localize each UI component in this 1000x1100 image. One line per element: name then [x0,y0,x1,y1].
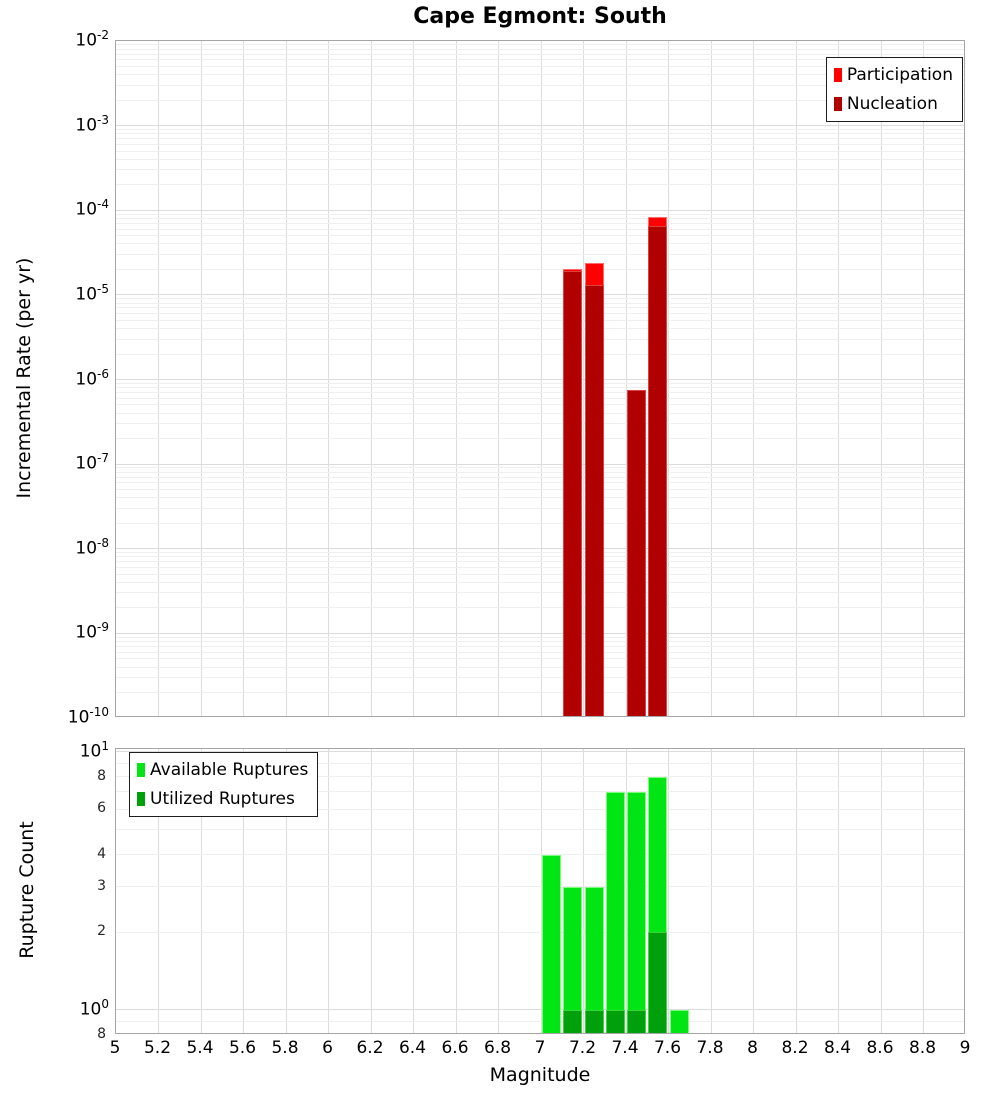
gridline-minor [116,223,965,224]
y-tick-minor-label: 4 [97,845,106,862]
x-tick-label: 7.2 [568,1038,597,1058]
gridline-minor [116,508,965,509]
legend-item-label: Utilized Ruptures [150,789,295,809]
gridline-minor [116,829,965,830]
x-tick-label: 8 [747,1038,758,1058]
gridline-minor [116,477,965,478]
legend-item [834,94,953,114]
x-tick-label: 5.6 [228,1038,257,1058]
x-tick-label: 8.8 [908,1038,937,1058]
gridline-major [116,379,965,380]
gridline-minor [116,646,965,647]
gridline-major [116,464,965,465]
count-legend [129,752,318,817]
bar-utilized-ruptures [563,1010,582,1034]
x-tick-label: 7.4 [611,1038,639,1058]
gridline-minor [116,169,965,170]
gridline-minor [116,184,965,185]
gridline-minor [116,637,965,638]
gridline-minor [116,652,965,653]
x-tick-label: 5.4 [186,1038,214,1058]
gridline-minor [116,243,965,244]
gridline-minor [116,229,965,230]
gridline-major [116,1009,965,1010]
gridline-minor [116,159,965,160]
gridline-minor [116,303,965,304]
x-tick-label: 6.8 [483,1038,512,1058]
legend-item-label: Nucleation [846,94,938,114]
y-tick-label: $10^0$ [79,996,109,1020]
bar-nucleation [585,285,604,717]
gridline-minor [116,218,965,219]
participation-legend-marker-icon [834,68,842,82]
x-axis-label: Magnitude [489,1064,591,1086]
gridline-major [116,294,965,295]
x-tick-label: 7.6 [653,1038,682,1058]
gridline-minor [116,854,965,855]
bar-available-ruptures [670,1010,689,1034]
gridline-minor [116,339,965,340]
gridline-minor [116,254,965,255]
x-tick-label: 6.2 [356,1038,384,1058]
y-tick-label: $10^{-5}$ [75,281,109,305]
gridline-minor [116,467,965,468]
x-tick-label: 8.2 [781,1038,809,1058]
gridline-minor [116,328,965,329]
gridline-major [116,125,965,126]
x-tick-label: 5.2 [143,1038,172,1058]
bar-nucleation [627,390,646,717]
gridline-minor [116,523,965,524]
y-tick-label: $10^{-4}$ [75,197,109,220]
nucleation-legend-marker-icon [834,97,842,111]
gridline-minor [116,49,965,50]
bar-available-ruptures [542,855,561,1034]
y-tick-minor-label: 2 [97,923,106,940]
bar-available-ruptures [606,792,625,1034]
gridline-minor [116,482,965,483]
y-tick-label: $10^{-6}$ [75,366,109,390]
gridline-minor [116,320,965,321]
gridline-minor [116,151,965,152]
rate-panel [115,40,965,717]
y-tick-label: $10^1$ [79,738,109,762]
bar-nucleation [563,271,582,717]
gridline-minor [116,214,965,215]
gridline-minor [116,667,965,668]
x-tick-label: 6.4 [398,1038,427,1058]
gridline-minor [116,298,965,299]
gridline-minor [116,235,965,236]
y-tick-minor-label: 8 [97,1026,106,1042]
y-tick-label: $10^{-9}$ [75,620,109,644]
x-tick-label: 8.4 [823,1038,852,1058]
gridline-minor [116,497,965,498]
y-tick-label: $10^{-7}$ [75,451,109,474]
gridline-minor [116,677,965,678]
gridline-minor [116,886,965,887]
gridline-minor [116,556,965,557]
gridline-minor [116,658,965,659]
gridline-minor [116,129,965,130]
utilized-ruptures-legend-marker-icon [137,792,145,806]
gridline-major [116,633,965,634]
gridline-minor [116,489,965,490]
gridline-minor [116,932,965,933]
gridline-minor [116,133,965,134]
gridline-minor [116,383,965,384]
rate-legend [826,57,963,122]
y-tick-label: $10^{-8}$ [75,535,109,559]
gridline-minor [116,1021,965,1022]
x-tick-label: 7 [534,1038,546,1058]
gridline-minor [116,561,965,562]
gridline-minor [116,413,965,414]
legend-item [137,760,308,780]
legend-item [137,789,308,809]
count-y-axis-label: Rupture Count [16,821,38,959]
gridline-minor [116,641,965,642]
y-tick-label: $10^{-2}$ [75,28,109,51]
gridline-minor [116,472,965,473]
gridline-minor [116,438,965,439]
x-tick-label: 7.8 [696,1038,724,1058]
gridline-minor [116,354,965,355]
x-tick-label: 5 [109,1038,121,1058]
gridline-minor [116,144,965,145]
gridline-minor [116,54,965,55]
gridline-minor [116,44,965,45]
bar-available-ruptures [627,792,646,1034]
available-ruptures-legend-marker-icon [137,763,145,777]
y-tick-minor-label: 3 [97,877,106,894]
legend-item-label: Participation [846,65,953,85]
x-tick-label: 6 [322,1038,333,1058]
gridline-minor [116,592,965,593]
legend-item-label: Available Ruptures [150,760,309,780]
y-tick-minor-label: 6 [97,800,106,817]
gridline-minor [116,313,965,314]
gridline-minor [116,552,965,553]
gridline-minor [116,307,965,308]
y-tick-minor-label: 8 [97,767,106,784]
x-tick-label: 6.6 [441,1038,469,1058]
gridline-minor [116,404,965,405]
bar-utilized-ruptures [627,1010,646,1034]
bar-nucleation [648,226,667,717]
gridline-major [116,210,965,211]
gridline-minor [116,138,965,139]
x-tick-label: 8.6 [866,1038,894,1058]
gridline-minor [116,692,965,693]
bar-utilized-ruptures [648,932,667,1034]
gridline-minor [116,574,965,575]
gridline-minor [116,387,965,388]
bar-utilized-ruptures [585,1010,604,1034]
rate-y-axis-label: Incremental Rate (per yr) [13,257,35,498]
y-tick-label: $10^{-10}$ [67,705,109,728]
x-tick-label: 9 [959,1038,971,1058]
legend-item [834,65,953,85]
bar-utilized-ruptures [606,1010,625,1034]
gridline-minor [116,398,965,399]
gridline-minor [116,582,965,583]
gridline-minor [116,269,965,270]
gridline-minor [116,567,965,568]
gridline-minor [116,392,965,393]
y-tick-label: $10^{-3}$ [75,112,109,136]
gridline-major [116,548,965,549]
gridline-minor [116,607,965,608]
x-tick-label: 5.8 [271,1038,299,1058]
chart-title: Cape Egmont: South [413,4,667,29]
gridline-minor [116,423,965,424]
